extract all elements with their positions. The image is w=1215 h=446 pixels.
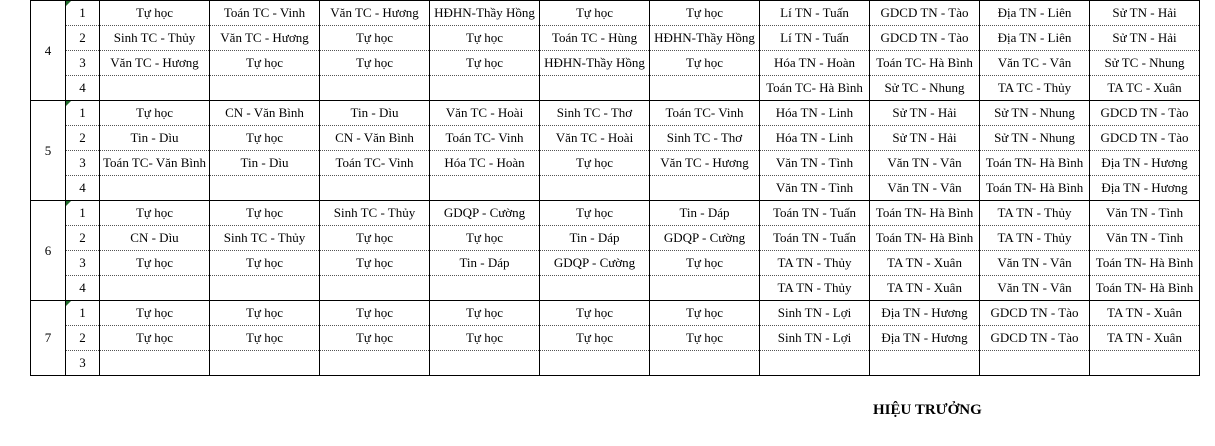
day-cell: 5 bbox=[31, 101, 66, 201]
class-cell: Sử TC - Nhung bbox=[1090, 51, 1200, 76]
class-cell: Sinh TC - Thủy bbox=[210, 226, 320, 251]
class-cell: Văn TC - Vân bbox=[980, 51, 1090, 76]
class-cell bbox=[320, 276, 430, 301]
class-cell bbox=[210, 351, 320, 376]
class-cell: Sử TN - Hải bbox=[1090, 1, 1200, 26]
class-cell: Hóa TN - Linh bbox=[760, 101, 870, 126]
class-cell bbox=[540, 351, 650, 376]
class-cell: Tự học bbox=[210, 326, 320, 351]
class-cell bbox=[430, 176, 540, 201]
class-cell: Văn TC - Hương bbox=[100, 51, 210, 76]
class-cell: Sinh TC - Thơ bbox=[650, 126, 760, 151]
class-cell: Địa TN - Hương bbox=[1090, 151, 1200, 176]
timetable bbox=[30, 0, 1200, 376]
class-cell: Hóa TN - Linh bbox=[760, 126, 870, 151]
class-cell: Địa TN - Liên bbox=[980, 26, 1090, 51]
class-cell: TA TC - Xuân bbox=[1090, 76, 1200, 101]
class-cell: Văn TN - Tình bbox=[1090, 201, 1200, 226]
class-cell: GDCD TN - Tào bbox=[870, 26, 980, 51]
period-cell bbox=[66, 151, 100, 176]
class-cell bbox=[430, 76, 540, 101]
corner-marker-icon bbox=[66, 301, 71, 306]
class-cell: GDCD TN - Tào bbox=[1090, 101, 1200, 126]
principal-signature-label: HIỆU TRƯỞNG bbox=[873, 402, 982, 418]
class-cell: Tự học bbox=[320, 226, 430, 251]
class-cell bbox=[320, 351, 430, 376]
day-cell: 7 bbox=[31, 301, 66, 376]
day-cell: 6 bbox=[31, 201, 66, 301]
period-number: 3 bbox=[79, 255, 86, 270]
period-number: 1 bbox=[79, 105, 86, 120]
class-cell: Tự học bbox=[540, 301, 650, 326]
class-cell: GDQP - Cường bbox=[430, 201, 540, 226]
period-cell bbox=[66, 351, 100, 376]
class-cell: Toán TN- Hà Bình bbox=[980, 151, 1090, 176]
class-cell: Sinh TN - Lợi bbox=[760, 326, 870, 351]
class-cell: Tự học bbox=[540, 326, 650, 351]
class-cell: Tự học bbox=[430, 326, 540, 351]
period-cell bbox=[66, 251, 100, 276]
class-cell: Văn TN - Tình bbox=[760, 151, 870, 176]
period-number: 4 bbox=[79, 80, 86, 95]
class-cell: Toán TC- Vinh bbox=[320, 151, 430, 176]
class-cell: Văn TC - Hoài bbox=[540, 126, 650, 151]
class-cell: Văn TC - Hoài bbox=[430, 101, 540, 126]
class-cell: Văn TC - Hương bbox=[210, 26, 320, 51]
class-cell: Tự học bbox=[320, 251, 430, 276]
table-row bbox=[31, 251, 1200, 276]
period-number: 3 bbox=[79, 155, 86, 170]
class-cell: HĐHN-Thầy Hồng bbox=[540, 51, 650, 76]
table-row bbox=[31, 101, 1200, 126]
class-cell: Sinh TC - Thơ bbox=[540, 101, 650, 126]
class-cell bbox=[210, 276, 320, 301]
class-cell: Toán TC - Vinh bbox=[210, 1, 320, 26]
period-cell bbox=[66, 126, 100, 151]
period-number: 2 bbox=[79, 30, 86, 45]
class-cell bbox=[650, 176, 760, 201]
class-cell: Tự học bbox=[430, 301, 540, 326]
class-cell bbox=[100, 351, 210, 376]
class-cell: TA TN - Xuân bbox=[870, 276, 980, 301]
class-cell: TA TN - Xuân bbox=[870, 251, 980, 276]
class-cell: Tự học bbox=[430, 226, 540, 251]
class-cell: Toán TN- Hà Bình bbox=[870, 226, 980, 251]
class-cell: TA TN - Thủy bbox=[760, 276, 870, 301]
period-cell bbox=[66, 301, 100, 326]
period-number: 2 bbox=[79, 130, 86, 145]
class-cell: Địa TN - Hương bbox=[870, 326, 980, 351]
class-cell: Tin - Dáp bbox=[650, 201, 760, 226]
class-cell bbox=[430, 276, 540, 301]
table-row bbox=[31, 326, 1200, 351]
class-cell: Tin - Dáp bbox=[430, 251, 540, 276]
table-row bbox=[31, 351, 1200, 376]
class-cell: Toán TN- Hà Bình bbox=[870, 201, 980, 226]
class-cell: Tự học bbox=[100, 301, 210, 326]
period-number: 2 bbox=[79, 230, 86, 245]
class-cell: Toán TN- Hà Bình bbox=[980, 176, 1090, 201]
table-row bbox=[31, 76, 1200, 101]
class-cell: GDCD TN - Tào bbox=[1090, 126, 1200, 151]
corner-marker-icon bbox=[66, 1, 71, 6]
class-cell: GDCD TN - Tào bbox=[870, 1, 980, 26]
table-row bbox=[31, 276, 1200, 301]
period-number: 3 bbox=[79, 55, 86, 70]
class-cell: Tự học bbox=[430, 26, 540, 51]
period-number: 4 bbox=[79, 180, 86, 195]
class-cell: Địa TN - Hương bbox=[870, 301, 980, 326]
class-cell bbox=[320, 176, 430, 201]
period-cell bbox=[66, 101, 100, 126]
class-cell: Tin - Dìu bbox=[210, 151, 320, 176]
class-cell: TA TN - Thủy bbox=[760, 251, 870, 276]
table-row bbox=[31, 301, 1200, 326]
class-cell: CN - Văn Bình bbox=[320, 126, 430, 151]
class-cell bbox=[540, 276, 650, 301]
class-cell: GDQP - Cường bbox=[650, 226, 760, 251]
class-cell: Tự học bbox=[320, 26, 430, 51]
class-cell bbox=[540, 76, 650, 101]
class-cell: Văn TN - Tình bbox=[760, 176, 870, 201]
class-cell: Tin - Dìu bbox=[320, 101, 430, 126]
timetable-body bbox=[31, 1, 1200, 376]
class-cell: Tự học bbox=[650, 326, 760, 351]
class-cell bbox=[980, 351, 1090, 376]
class-cell: Văn TC - Hương bbox=[650, 151, 760, 176]
class-cell: Tự học bbox=[100, 251, 210, 276]
class-cell: Sinh TC - Thủy bbox=[320, 201, 430, 226]
class-cell: Tin - Dáp bbox=[540, 226, 650, 251]
class-cell: Tự học bbox=[540, 151, 650, 176]
class-cell: Sử TN - Hải bbox=[1090, 26, 1200, 51]
period-number: 1 bbox=[79, 5, 86, 20]
class-cell: Tự học bbox=[100, 201, 210, 226]
class-cell: Tự học bbox=[100, 326, 210, 351]
class-cell: Tự học bbox=[210, 301, 320, 326]
class-cell: Tự học bbox=[320, 301, 430, 326]
class-cell bbox=[1090, 351, 1200, 376]
table-row bbox=[31, 126, 1200, 151]
class-cell: Sử TN - Hải bbox=[870, 126, 980, 151]
corner-marker-icon bbox=[66, 101, 71, 106]
class-cell: Toán TN - Tuấn bbox=[760, 201, 870, 226]
class-cell bbox=[540, 176, 650, 201]
class-cell: Tự học bbox=[320, 51, 430, 76]
table-row bbox=[31, 226, 1200, 251]
period-cell bbox=[66, 326, 100, 351]
class-cell: Tự học bbox=[430, 51, 540, 76]
class-cell bbox=[760, 351, 870, 376]
class-cell: GDCD TN - Tào bbox=[980, 301, 1090, 326]
class-cell bbox=[100, 76, 210, 101]
class-cell: TA TN - Thủy bbox=[980, 226, 1090, 251]
corner-marker-icon bbox=[66, 201, 71, 206]
class-cell: Toán TC- Hà Bình bbox=[870, 51, 980, 76]
class-cell: Văn TN - Vân bbox=[980, 251, 1090, 276]
class-cell: Tự học bbox=[210, 201, 320, 226]
period-cell bbox=[66, 276, 100, 301]
class-cell: Sử TN - Hải bbox=[870, 101, 980, 126]
class-cell bbox=[100, 276, 210, 301]
class-cell: Tự học bbox=[210, 251, 320, 276]
class-cell: Toán TN- Hà Bình bbox=[1090, 251, 1200, 276]
class-cell: Tự học bbox=[650, 301, 760, 326]
class-cell: Toán TC- Vinh bbox=[430, 126, 540, 151]
period-cell bbox=[66, 26, 100, 51]
class-cell: TA TC - Thủy bbox=[980, 76, 1090, 101]
class-cell: Sử TC - Nhung bbox=[870, 76, 980, 101]
class-cell: Tự học bbox=[320, 326, 430, 351]
class-cell: GDQP - Cường bbox=[540, 251, 650, 276]
period-cell bbox=[66, 51, 100, 76]
period-cell bbox=[66, 76, 100, 101]
class-cell: TA TN - Thủy bbox=[980, 201, 1090, 226]
class-cell: Tự học bbox=[210, 51, 320, 76]
class-cell bbox=[650, 351, 760, 376]
period-number: 1 bbox=[79, 205, 86, 220]
period-cell bbox=[66, 176, 100, 201]
class-cell: Tự học bbox=[100, 1, 210, 26]
class-cell: Văn TN - Vân bbox=[870, 151, 980, 176]
class-cell: Hóa TC - Hoàn bbox=[430, 151, 540, 176]
table-row bbox=[31, 201, 1200, 226]
class-cell: Hóa TN - Hoàn bbox=[760, 51, 870, 76]
period-number: 4 bbox=[79, 280, 86, 295]
class-cell bbox=[210, 176, 320, 201]
table-row bbox=[31, 176, 1200, 201]
class-cell: Toán TN- Hà Bình bbox=[1090, 276, 1200, 301]
class-cell bbox=[430, 351, 540, 376]
class-cell: Sinh TN - Lợi bbox=[760, 301, 870, 326]
class-cell: Sử TN - Nhung bbox=[980, 126, 1090, 151]
class-cell bbox=[210, 76, 320, 101]
class-cell: Sử TN - Nhung bbox=[980, 101, 1090, 126]
class-cell: Địa TN - Hương bbox=[1090, 176, 1200, 201]
class-cell: GDCD TN - Tào bbox=[980, 326, 1090, 351]
class-cell: TA TN - Xuân bbox=[1090, 326, 1200, 351]
class-cell: Toán TC- Văn Bình bbox=[100, 151, 210, 176]
class-cell: Toán TC- Hà Bình bbox=[760, 76, 870, 101]
class-cell: Văn TN - Vân bbox=[870, 176, 980, 201]
class-cell: Tự học bbox=[540, 1, 650, 26]
class-cell: Văn TC - Hương bbox=[320, 1, 430, 26]
table-row bbox=[31, 26, 1200, 51]
class-cell: CN - Dìu bbox=[100, 226, 210, 251]
period-number: 2 bbox=[79, 330, 86, 345]
class-cell: Toán TC - Hùng bbox=[540, 26, 650, 51]
class-cell bbox=[650, 76, 760, 101]
class-cell bbox=[650, 276, 760, 301]
class-cell: Địa TN - Liên bbox=[980, 1, 1090, 26]
day-cell: 4 bbox=[31, 1, 66, 101]
class-cell: Tự học bbox=[650, 1, 760, 26]
period-cell bbox=[66, 226, 100, 251]
class-cell bbox=[870, 351, 980, 376]
table-row bbox=[31, 1, 1200, 26]
class-cell: TA TN - Xuân bbox=[1090, 301, 1200, 326]
class-cell: Sinh TC - Thủy bbox=[100, 26, 210, 51]
class-cell: Tự học bbox=[650, 51, 760, 76]
period-cell bbox=[66, 201, 100, 226]
class-cell: Tự học bbox=[650, 251, 760, 276]
class-cell bbox=[320, 76, 430, 101]
class-cell: Tự học bbox=[540, 201, 650, 226]
period-cell bbox=[66, 1, 100, 26]
class-cell: Văn TN - Tình bbox=[1090, 226, 1200, 251]
period-number: 1 bbox=[79, 305, 86, 320]
class-cell: HĐHN-Thầy Hồng bbox=[650, 26, 760, 51]
class-cell: Tự học bbox=[100, 101, 210, 126]
class-cell: Lí TN - Tuấn bbox=[760, 26, 870, 51]
class-cell: Tin - Dìu bbox=[100, 126, 210, 151]
class-cell: CN - Văn Bình bbox=[210, 101, 320, 126]
class-cell: Văn TN - Vân bbox=[980, 276, 1090, 301]
class-cell: Toán TN - Tuấn bbox=[760, 226, 870, 251]
class-cell: Lí TN - Tuấn bbox=[760, 1, 870, 26]
class-cell: Toán TC- Vinh bbox=[650, 101, 760, 126]
class-cell: HĐHN-Thầy Hồng bbox=[430, 1, 540, 26]
class-cell: Tự học bbox=[210, 126, 320, 151]
period-number: 3 bbox=[79, 355, 86, 370]
table-row bbox=[31, 51, 1200, 76]
class-cell bbox=[100, 176, 210, 201]
table-row bbox=[31, 151, 1200, 176]
